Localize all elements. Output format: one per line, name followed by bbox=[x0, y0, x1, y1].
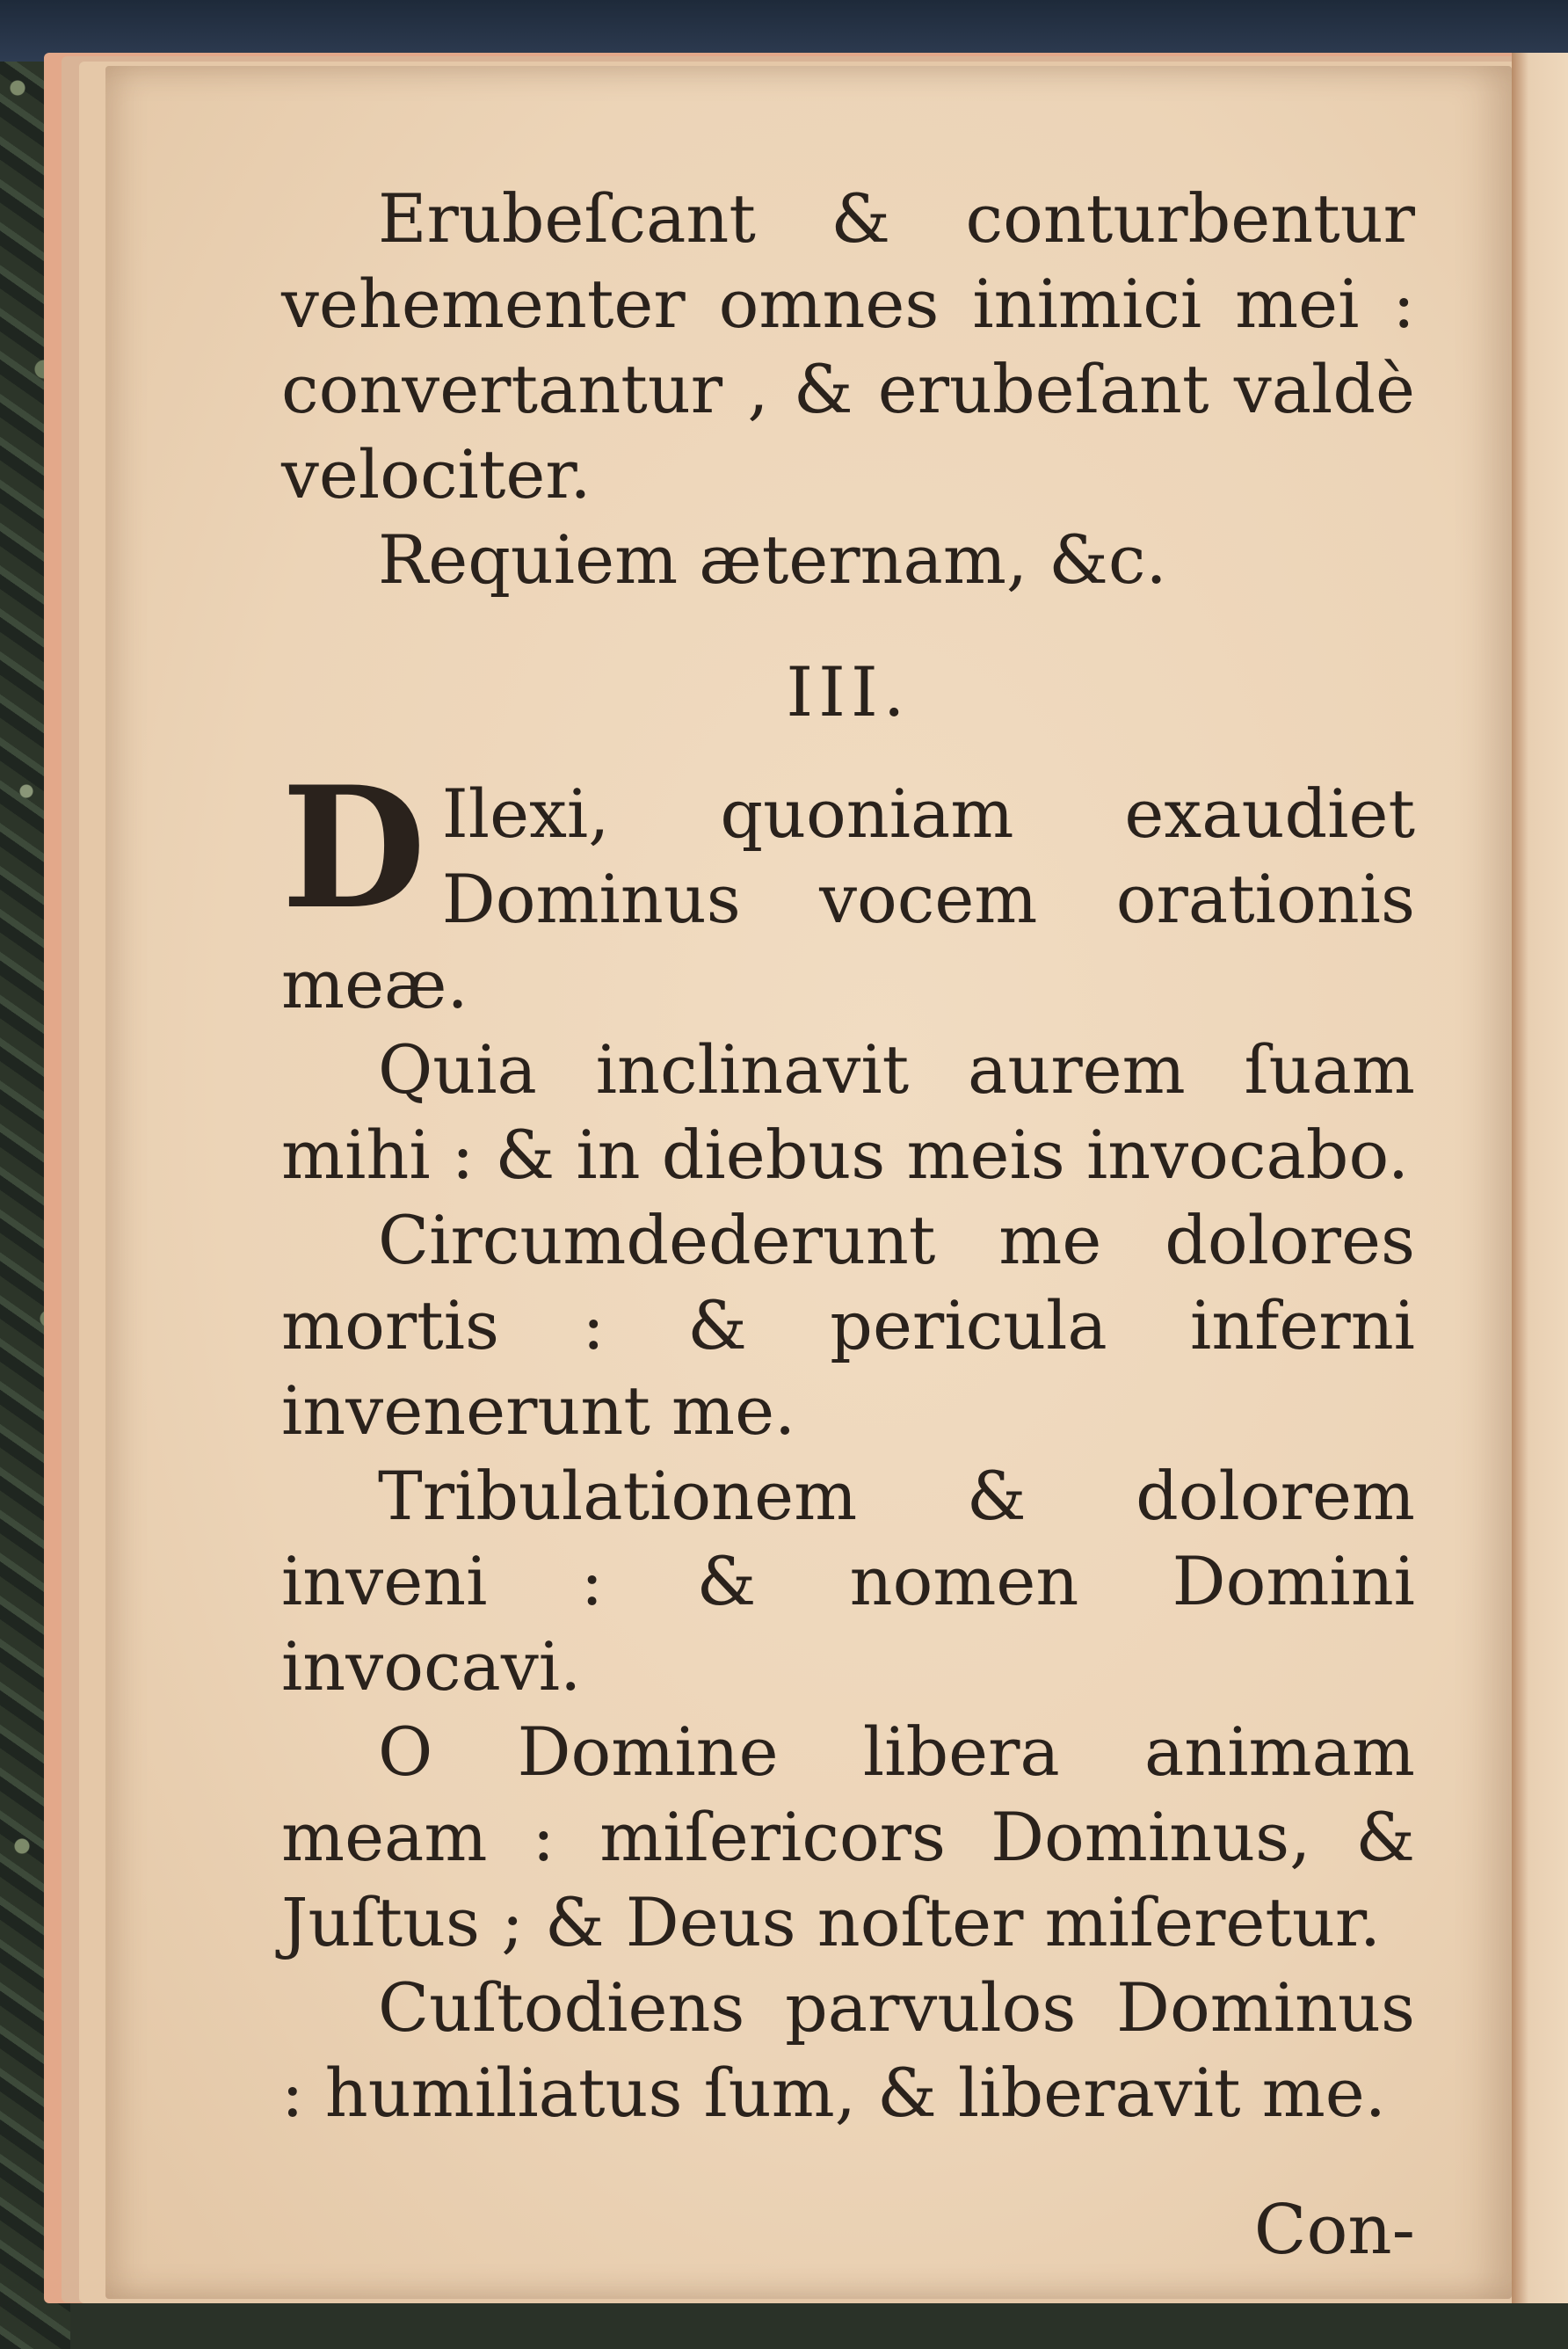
verse-paragraph: Circumdederunt me dolores mortis : & pericula inferni invenerunt me. bbox=[281, 1201, 1415, 1450]
section-heading: III. bbox=[786, 653, 911, 732]
verse-paragraph: Cuſtodiens parvulos Dominus : humiliatus ſum, & liberavit me. bbox=[281, 1968, 1415, 2132]
verse-paragraph: Quia inclinavit aurem ſuam mihi : & in diebus meis invocabo. bbox=[281, 1030, 1415, 1194]
facing-page-edge bbox=[1512, 53, 1568, 2303]
verse-paragraph: O Domine libera animam meam : miſericors Dominus, & Juſtus ; & Deus noſter miſeretur. bbox=[281, 1713, 1415, 1961]
drop-cap: D bbox=[281, 750, 426, 946]
verse-paragraph: Erubeſcant & conturbentur vehementer omnes inimici mei : convertantur , & erubeſant valdè velociter. bbox=[281, 179, 1415, 513]
opening-text: Ilexi, quoniam exaudiet Dominus vocem orationis meæ. bbox=[281, 775, 1415, 1023]
verse-paragraph: Requiem æternam, &c. bbox=[378, 520, 1167, 599]
verse-paragraph: Tribulationem & dolorem inveni : & nomen Domini invocavi. bbox=[281, 1457, 1415, 1705]
page-text bbox=[281, 176, 1415, 2273]
catchword: Con- bbox=[1253, 2191, 1415, 2270]
psalm-opening bbox=[281, 750, 1415, 1027]
